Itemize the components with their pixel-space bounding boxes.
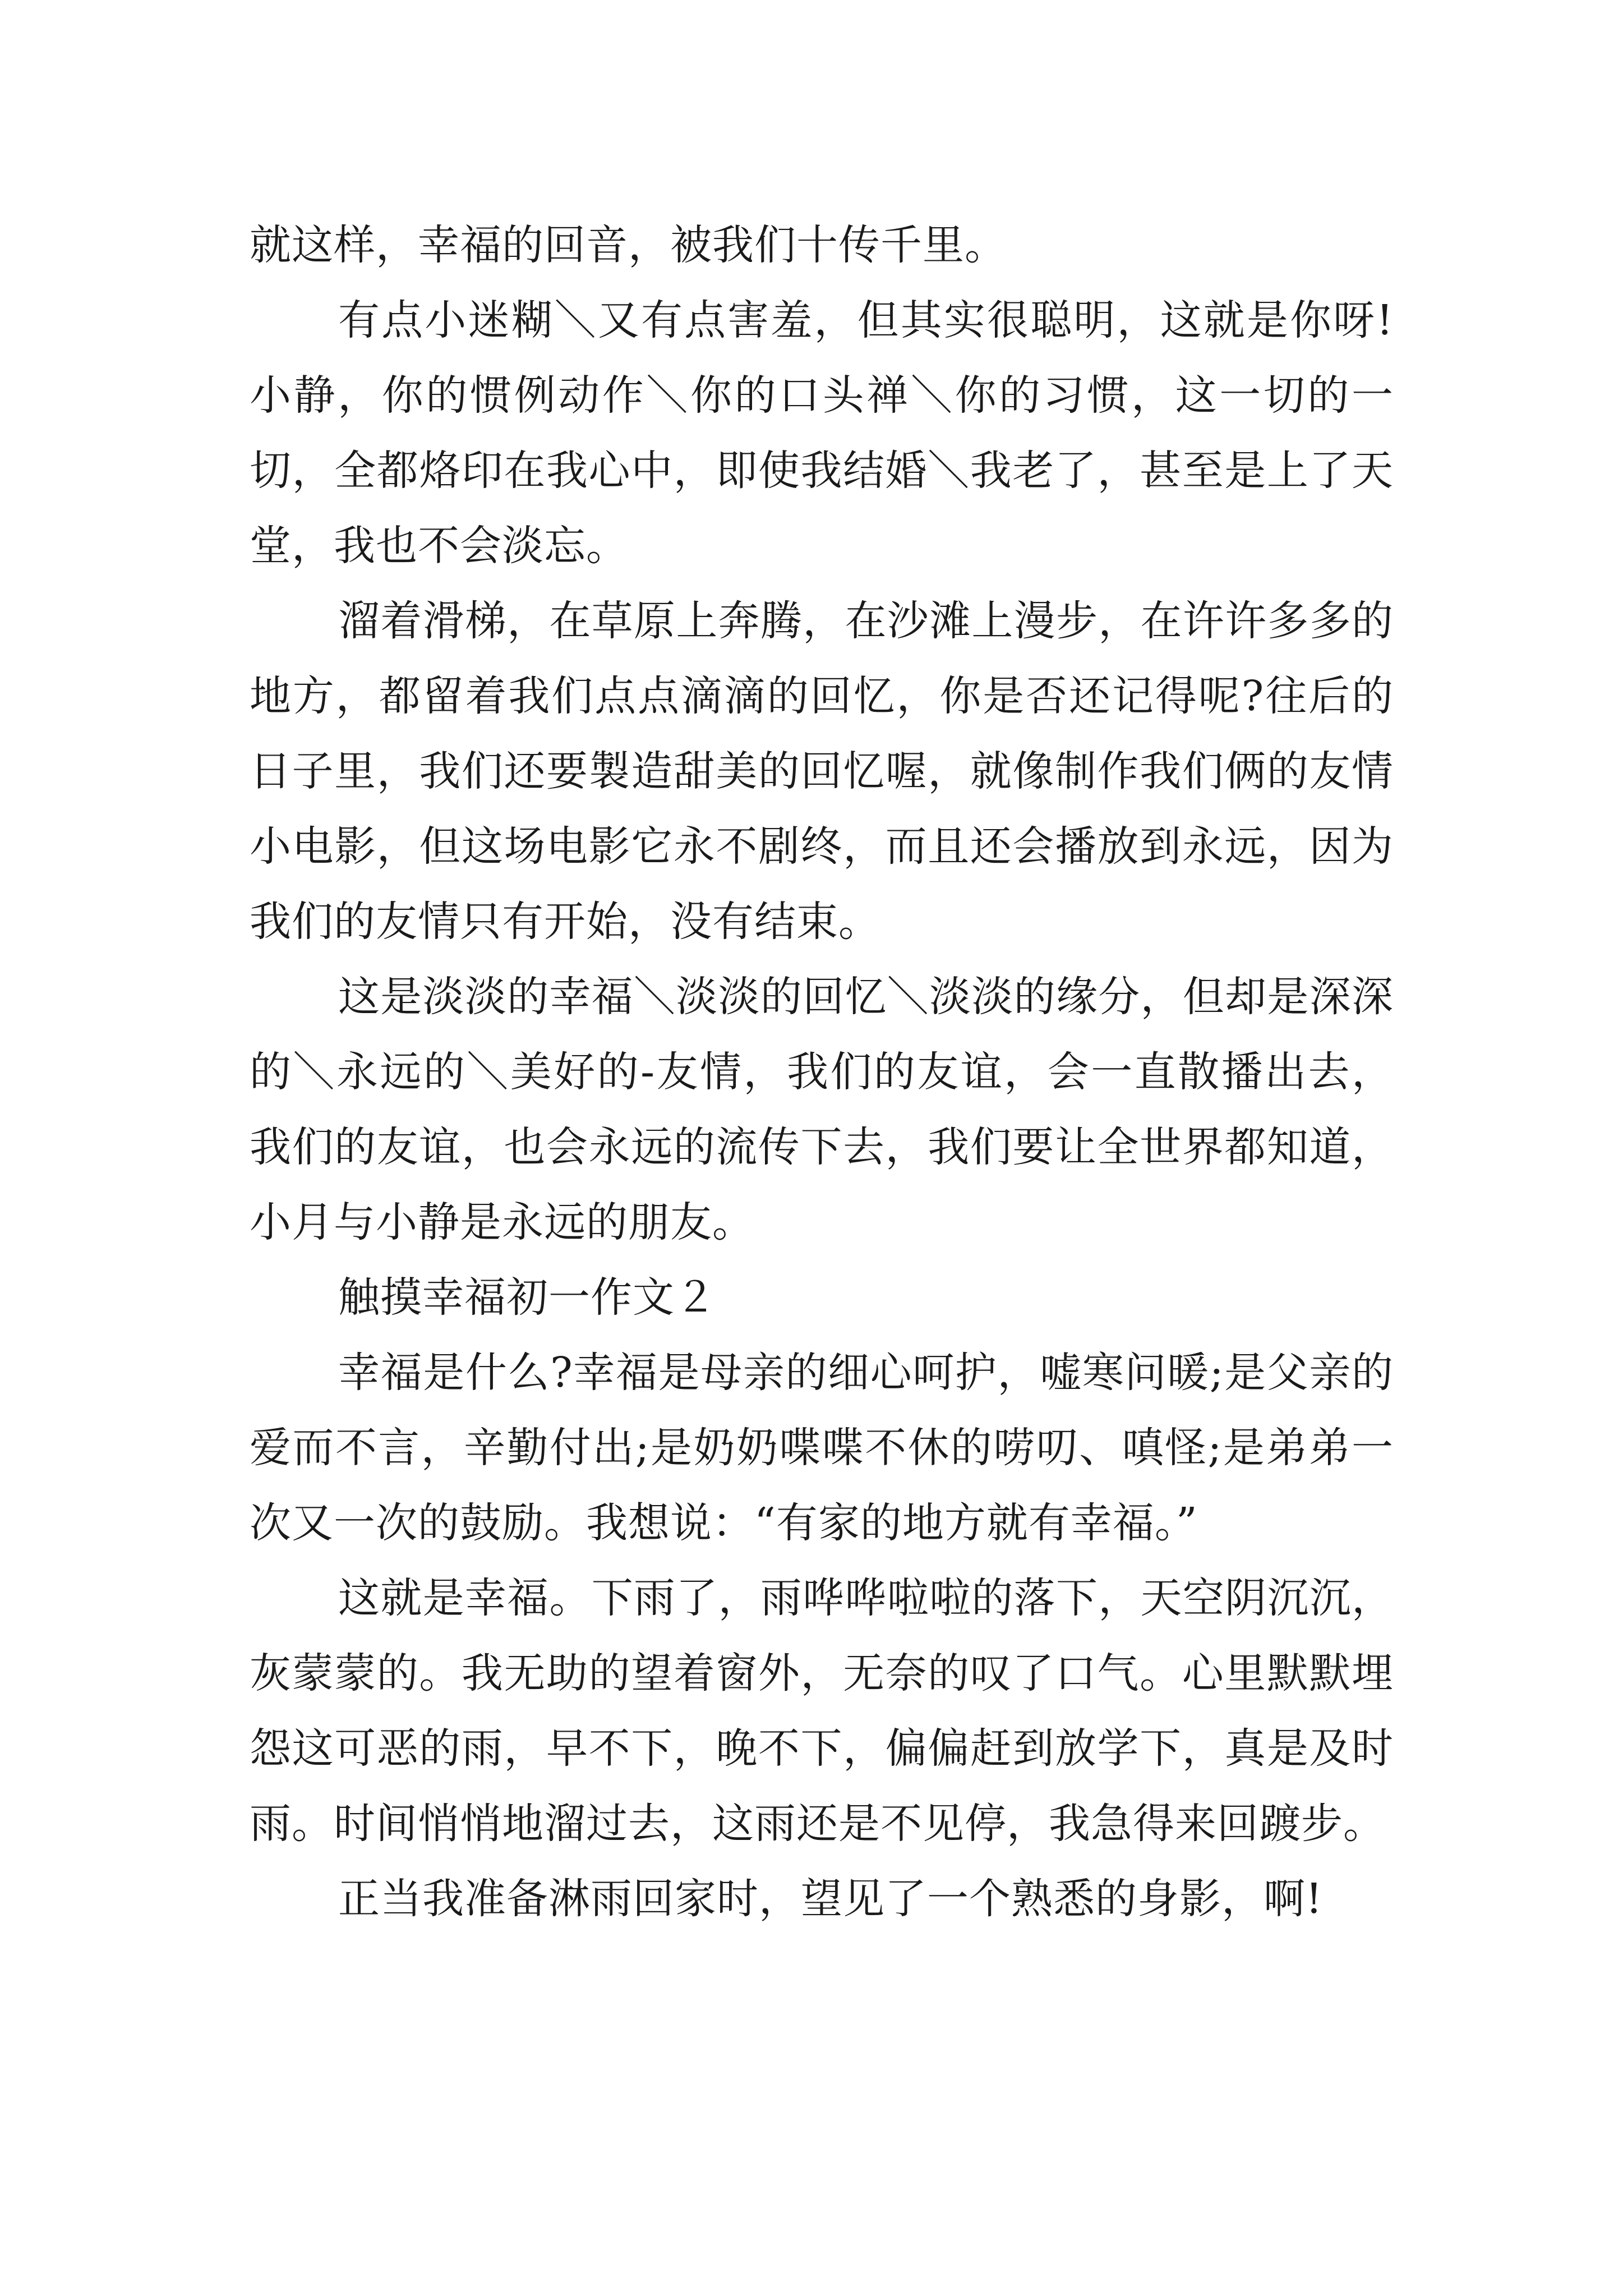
paragraph-memories: 溜着滑梯，在草原上奔腾，在沙滩上漫步，在许许多多的地方，都留着我们点点滴滴的回忆，你是否还记得呢?往后的日子里，我们还要製造甜美的回忆喔，就像制作我们俩的友情小电影，但这场电影它永不剧终，而且还会播放到永远，因为我们的友情只有开始，没有结束。 [250, 597, 1394, 946]
essay-title: 触摸幸福初一作文２ [338, 1273, 717, 1322]
paragraph-familiar-figure: 正当我准备淋雨回家时，望见了一个熟悉的身影，啊! [338, 1875, 1323, 1923]
paragraph-friendship: 这是淡淡的幸福＼淡淡的回忆＼淡淡的缘分，但却是深深的＼永远的＼美好的-友情，我们的友谊，会一直散播出去，我们的友谊，也会永远的流传下去，我们要让全世界都知道，小月与小静是永远的朋友。 [250, 973, 1394, 1246]
document-page [250, 208, 1394, 1936]
paragraph-what-is-happiness: 幸福是什么?幸福是母亲的细心呵护，嘘寒问暖;是父亲的爱而不言，辛勤付出;是奶奶喋喋不休的唠叨、嗔怪;是弟弟一次又一次的鼓励。我想说：“有家的地方就有幸福。” [250, 1349, 1394, 1547]
paragraph-rain: 这就是幸福。下雨了，雨哗哗啦啦的落下，天空阴沉沉，灰蒙蒙的。我无助的望着窗外，无奈的叹了口气。心里默默埋怨这可恶的雨，早不下，晚不下，偏偏赶到放学下，真是及时雨。时间悄悄地溜过去，这雨还是不见停，我急得来回踱步。 [250, 1574, 1394, 1848]
paragraph-intro-closing: 就这样，幸福的回音，被我们十传千里。 [250, 221, 1007, 269]
paragraph-about-xiaojing: 有点小迷糊＼又有点害羞，但其实很聪明，这就是你呀!小静，你的惯例动作＼你的口头禅＼你的习惯，这一切的一切，全都烙印在我心中，即使我结婚＼我老了，甚至是上了天堂，我也不会淡忘。 [250, 296, 1394, 570]
